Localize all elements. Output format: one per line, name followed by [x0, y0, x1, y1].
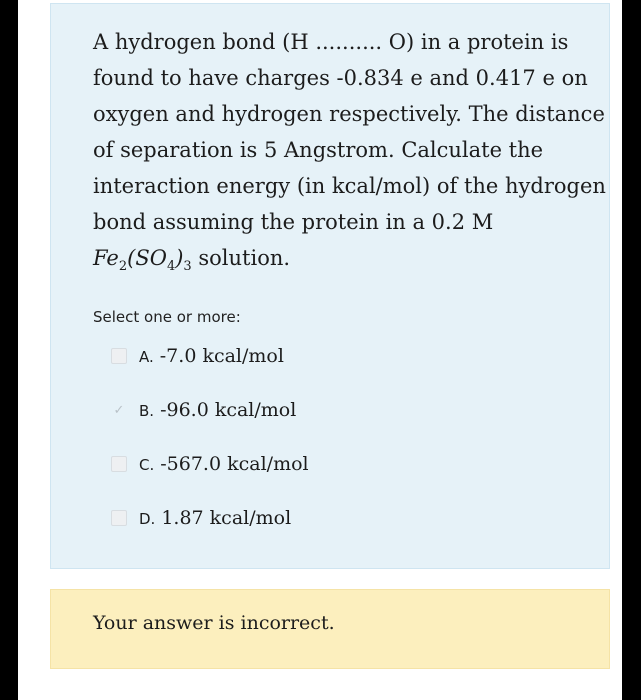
option-d[interactable]: [111, 503, 411, 533]
formula-close: ): [175, 246, 184, 270]
feedback-text: Your answer is incorrect.: [93, 612, 335, 634]
question-text: [93, 24, 613, 285]
question-line: found to have charges -0.834 e and 0.417 e on: [93, 66, 588, 90]
question-line: solution.: [191, 246, 291, 270]
option-text: -567.0 kcal/mol: [160, 453, 309, 475]
option-c-label[interactable]: [139, 453, 309, 475]
question-line: bond assuming the protein in a 0.2 M: [93, 210, 494, 234]
option-d-checkbox[interactable]: [111, 510, 127, 526]
select-prompt: Select one or more:: [93, 308, 241, 326]
option-letter: A.: [139, 348, 154, 366]
question-card: [50, 3, 610, 569]
question-line: interaction energy (in kcal/mol) of the hydrogen: [93, 174, 606, 198]
chemical-formula: [93, 246, 192, 275]
formula-fe: Fe: [93, 246, 119, 270]
option-text: -96.0 kcal/mol: [160, 399, 297, 421]
formula-so-subscript: 4: [166, 259, 176, 275]
option-b[interactable]: [111, 395, 411, 425]
formula-close-subscript: 3: [183, 259, 192, 275]
option-c-checkbox[interactable]: [111, 456, 127, 472]
formula-so: (SO: [127, 246, 167, 270]
question-line: oxygen and hydrogen respectively. The distance: [93, 102, 605, 126]
formula-fe-subscript: 2: [118, 259, 128, 275]
feedback-box: [50, 589, 610, 669]
option-letter: B.: [139, 402, 155, 420]
check-icon[interactable]: ✓: [113, 402, 125, 418]
option-c[interactable]: [111, 449, 411, 479]
option-a-label[interactable]: [139, 345, 284, 367]
option-d-label[interactable]: [139, 507, 291, 529]
option-b-label[interactable]: [139, 399, 296, 421]
option-text: 1.87 kcal/mol: [161, 507, 292, 529]
option-a[interactable]: [111, 341, 411, 371]
quiz-page: [18, 0, 622, 700]
option-a-checkbox[interactable]: [111, 348, 127, 364]
question-line: A hydrogen bond (H .......... O) in a protein is: [93, 30, 569, 54]
option-text: -7.0 kcal/mol: [159, 345, 284, 367]
option-letter: C.: [139, 456, 155, 474]
question-line: of separation is 5 Angstrom. Calculate the: [93, 138, 544, 162]
option-letter: D.: [139, 510, 156, 528]
